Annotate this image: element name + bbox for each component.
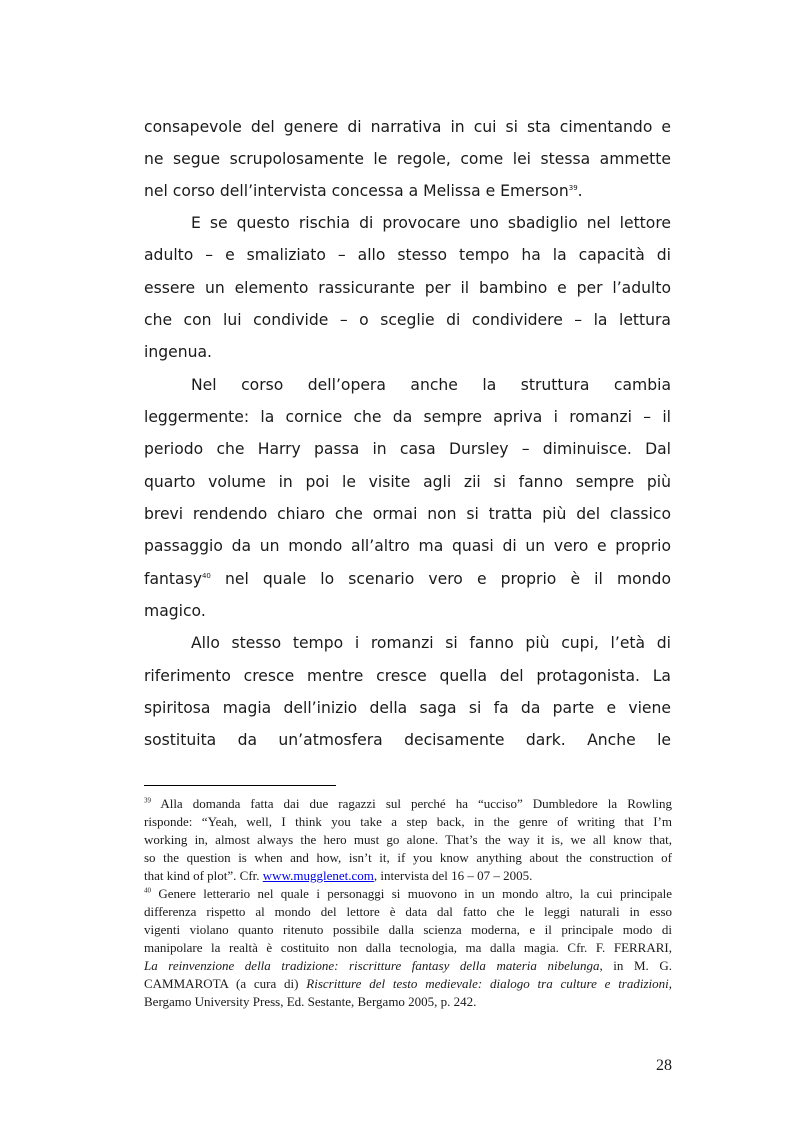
- footnote-ref-39: 39: [568, 183, 578, 192]
- body-line: Allo stesso tempo i romanzi si fanno più cupi, l’età di: [191, 634, 671, 652]
- body-line: che con lui condivide – o sceglie di condividere – la lettura: [144, 311, 671, 329]
- body-line: quarto volume in poi le visite agli zii si fanno sempre più: [144, 473, 671, 491]
- body-line: magico.: [144, 602, 206, 620]
- body-line: consapevole del genere di narrativa in cui si sta cimentando e: [144, 118, 671, 136]
- body-line: leggermente: la cornice che da sempre apriva i romanzi – il: [144, 408, 671, 426]
- mugglenet-link[interactable]: www.mugglenet.com: [262, 868, 374, 883]
- body-line: adulto – e smaliziato – allo stesso tempo ha la capacità di: [144, 246, 671, 264]
- body-line: ingenua.: [144, 343, 212, 361]
- page-number: 28: [656, 1057, 672, 1074]
- body-line: sostituita da un’atmosfera decisamente dark. Anche le: [144, 731, 671, 749]
- body-line: nel corso dell’intervista concessa a Melissa e Emerson$^{39}$.: [144, 182, 583, 200]
- body-line: riferimento cresce mentre cresce quella del protagonista. La: [144, 667, 671, 685]
- body-line: brevi rendendo chiaro che ormai non si tratta più del classico: [144, 505, 671, 523]
- body-line: periodo che Harry passa in casa Dursley – diminuisce. Dal: [144, 440, 671, 458]
- footnote-ref-40: 40: [201, 571, 211, 580]
- footnote-separator: [144, 785, 336, 786]
- body-line: E se questo rischia di provocare uno sbadiglio nel lettore: [191, 214, 671, 232]
- footnote-39: $^{39}$ Alla domanda fatta dai due ragazzi sul perché ha “ucciso” Dumbledore la Rowling risponde: “Yeah, well, I think you take a step back, in the genre of writing that I’m working in, almost always the hero must go alone. That’s the way it is, we all know that, so the question is when and how, isn’t it, if you know anything about the construction of that kind of plot”. Cfr. www.mugglenet.com, intervista del 16 – 07 – 2005.: [144, 796, 672, 883]
- body-line: spiritosa magia dell’inizio della saga si fa da parte e viene: [144, 699, 671, 717]
- body-line: ne segue scrupolosamente le regole, come lei stessa ammette: [144, 150, 671, 168]
- body-line: Nel corso dell’opera anche la struttura cambia: [191, 376, 671, 394]
- footnote-40: $^{40}$ Genere letterario nel quale i personaggi si muovono in un mondo altro, la cui principale differenza rispetto al mondo del lettore è data dal fatto che le leggi naturali in esso vigenti violano quanto ritenuto possibile dalla scienza moderna, e il principale modo di manipolare la realtà è costituito non dalla tecnologia, ma dalla magia. Cfr. F. FERRARI, La reinvenzione della tradizione: riscritture fantasy della materia nibelunga, in M. G. CAMMAROTA (a cura di) Riscritture del testo medievale: dialogo tra culture e tradizioni, Bergamo University Press, Ed. Sestante, Bergamo 2005, p. 242.: [144, 886, 673, 1009]
- body-line: essere un elemento rassicurante per il bambino e per l’adulto: [144, 279, 671, 297]
- body-line: fantasy$^{40}$ nel quale lo scenario vero e proprio è il mondo: [144, 570, 671, 588]
- body-line: passaggio da un mondo all’altro ma quasi di un vero e proprio: [144, 537, 671, 555]
